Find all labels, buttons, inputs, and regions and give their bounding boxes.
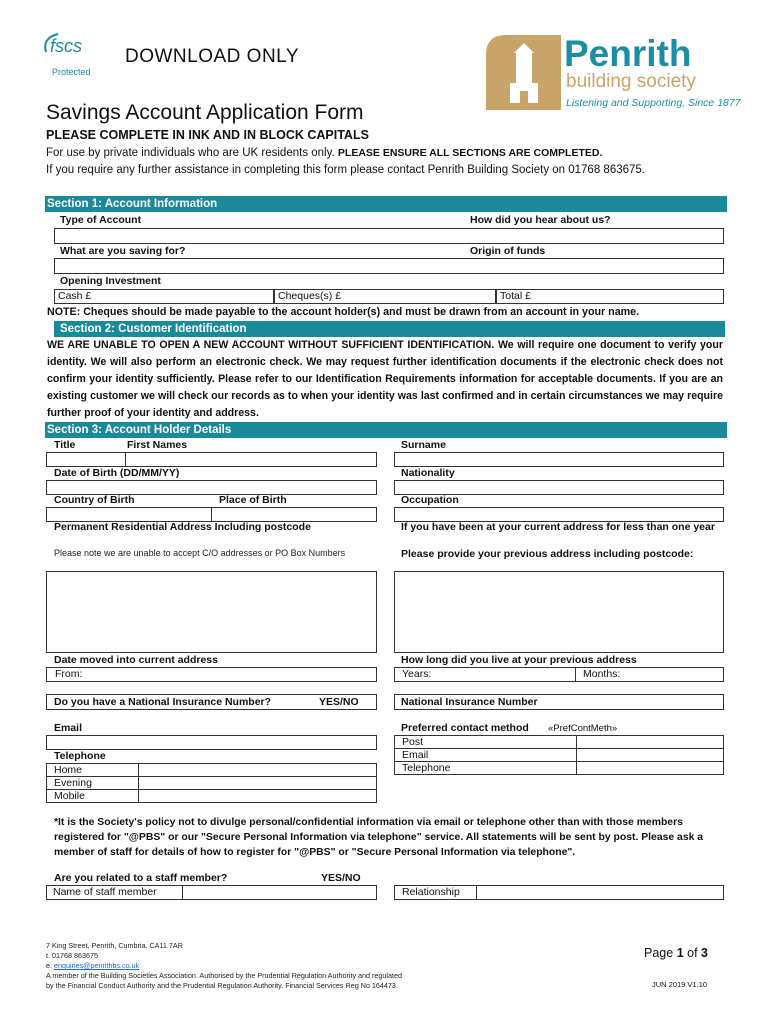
society-subname: building society bbox=[566, 71, 696, 92]
intro-complete-text: PLEASE ENSURE ALL SECTIONS ARE COMPLETED. bbox=[337, 147, 603, 159]
surname-field[interactable] bbox=[394, 452, 724, 467]
telephone-label: Telephone bbox=[54, 750, 106, 762]
email-field[interactable] bbox=[46, 735, 377, 750]
evening-phone-field[interactable] bbox=[138, 776, 377, 790]
related-yes-no[interactable]: YES/NO bbox=[321, 872, 361, 884]
ink-notice: PLEASE COMPLETE IN INK AND IN BLOCK CAPITALS bbox=[46, 128, 369, 142]
address-note: Please note we are unable to accept C/O addresses or PO Box Numbers bbox=[54, 548, 346, 558]
place-birth-label: Place of Birth bbox=[219, 494, 287, 506]
footer-email-prefix: e. bbox=[46, 961, 52, 970]
form-title: Savings Account Application Form bbox=[46, 101, 364, 124]
home-phone-field[interactable] bbox=[138, 763, 377, 777]
cheques-note: NOTE: Cheques should be made payable to the account holder(s) and must be drawn from an account in your name. bbox=[47, 306, 640, 318]
dob-label: Date of Birth (DD/MM/YY) bbox=[54, 467, 180, 479]
address-label: Permanent Residential Address Including postcode bbox=[54, 521, 311, 533]
title-label: Title bbox=[54, 439, 76, 451]
footer-legal-2: by the Financial Conduct Authority and the Prudential Regulation Authority. Financial Services Reg No 164473. bbox=[46, 981, 398, 990]
society-name: Penrith bbox=[564, 33, 692, 74]
fscs-logo bbox=[40, 28, 100, 83]
occupation-label: Occupation bbox=[401, 494, 459, 506]
first-names-field[interactable] bbox=[125, 452, 377, 467]
dob-field[interactable] bbox=[46, 480, 377, 495]
total-field[interactable]: Total £ bbox=[496, 289, 724, 304]
prev-address-field[interactable] bbox=[394, 571, 724, 653]
footer-address: 7 King Street, Penrith, Cumbria. CA11 7AR bbox=[46, 941, 183, 950]
how-long-label: How long did you live at your previous address bbox=[401, 654, 637, 666]
cheques-field[interactable]: Cheques(s) £ bbox=[274, 289, 496, 304]
years-field[interactable]: Years: bbox=[394, 667, 576, 682]
home-label: Home bbox=[46, 763, 139, 777]
society-logo bbox=[486, 33, 741, 115]
policy-note: *It is the Society's policy not to divulge personal/confidential information via email or telephone other than with those members registered for "@PBS" or our "Secure Personal Information via telephone" service. All statements will be sent by post. Please ask a member of staff for details of how to register for "@PBS" or "Secure Personal Information via telephone". bbox=[54, 817, 704, 858]
ni-question: Do you have a National Insurance Number? bbox=[54, 696, 272, 708]
mobile-label: Mobile bbox=[46, 789, 139, 803]
version-label: JUN 2019 V1.10 bbox=[652, 980, 708, 989]
title-field[interactable] bbox=[46, 452, 126, 467]
staff-name-field[interactable] bbox=[182, 885, 377, 900]
saving-for-label: What are you saving for? bbox=[60, 245, 186, 257]
identification-text: WE ARE UNABLE TO OPEN A NEW ACCOUNT WITHOUT SUFFICIENT IDENTIFICATION. We will require one document to verify your identity. We will also perform an electronic check. We may request further identification documents if the electronic check does not confirm your identity sufficiently. Please refer to our Identification Requirements information for acceptable documents. If you are an existing customer we will check our records as to when your identity was last confirmed and in certain circumstances we may require further proof of your identity and address. bbox=[47, 339, 723, 419]
ni-yes-no[interactable]: YES/NO bbox=[319, 696, 359, 708]
svg-text:fscs: fscs bbox=[50, 36, 83, 56]
prev-address-label-1: If you have been at your current address for less than one year bbox=[401, 521, 715, 533]
opening-investment-label: Opening Investment bbox=[60, 275, 161, 287]
country-birth-label: Country of Birth bbox=[54, 494, 135, 506]
ni-number-label: National Insurance Number bbox=[401, 696, 538, 708]
section2-heading: Section 2: Customer Identification bbox=[54, 321, 725, 337]
place-birth-field[interactable] bbox=[211, 507, 377, 522]
contact-post-option[interactable]: Post bbox=[394, 735, 577, 749]
months-field[interactable]: Months: bbox=[575, 667, 724, 682]
footer-legal-1: A member of the Building Societies Association. Authorised by the Prudential Regulation Authority and regulated bbox=[46, 971, 402, 980]
download-only: DOWNLOAD ONLY bbox=[125, 46, 300, 67]
relationship-field[interactable] bbox=[476, 885, 724, 900]
prev-address-label-2: Please provide your previous address including postcode: bbox=[401, 548, 694, 560]
origin-funds-label: Origin of funds bbox=[470, 245, 546, 257]
mobile-phone-field[interactable] bbox=[138, 789, 377, 803]
country-birth-field[interactable] bbox=[46, 507, 212, 522]
from-field[interactable]: From: bbox=[46, 667, 377, 682]
saving-for-field[interactable] bbox=[54, 258, 724, 274]
evening-label: Evening bbox=[46, 776, 139, 790]
nationality-label: Nationality bbox=[401, 467, 455, 479]
contact-post-checkbox[interactable] bbox=[576, 735, 724, 749]
contact-phone-checkbox[interactable] bbox=[576, 761, 724, 775]
first-names-label: First Names bbox=[127, 439, 188, 451]
contact-phone-option[interactable]: Telephone bbox=[394, 761, 577, 775]
surname-label: Surname bbox=[401, 439, 446, 451]
contact-email-option[interactable]: Email bbox=[394, 748, 577, 762]
building-emblem-icon bbox=[486, 35, 561, 110]
nationality-field[interactable] bbox=[394, 480, 724, 495]
footer-email-link[interactable]: enquiries@penrithbs.co.uk bbox=[54, 961, 140, 970]
related-staff-question: Are you related to a staff member? bbox=[54, 872, 228, 884]
occupation-field[interactable] bbox=[394, 507, 724, 522]
footer bbox=[46, 941, 402, 991]
relationship-label: Relationship bbox=[394, 885, 477, 900]
footer-telephone: t. 01768 863675 bbox=[46, 951, 98, 960]
how-heard-label: How did you hear about us? bbox=[470, 214, 611, 226]
section1-heading: Section 1: Account Information bbox=[45, 196, 727, 212]
preferred-contact-placeholder: «PrefContMeth» bbox=[548, 723, 618, 734]
intro-private-text: For use by private individuals who are UK residents only. bbox=[46, 147, 335, 159]
page-number: Page 1 of 3 bbox=[644, 946, 708, 960]
staff-name-label: Name of staff member bbox=[46, 885, 183, 900]
email-label: Email bbox=[54, 722, 83, 734]
intro-contact-text: If you require any further assistance in completing this form please contact Penrith Building Society on 01768 863675. bbox=[46, 164, 645, 176]
address-field[interactable] bbox=[46, 571, 377, 653]
tagline: Listening and Supporting, Since 1877 bbox=[566, 97, 741, 109]
fscs-protected: Protected bbox=[52, 67, 91, 77]
section3-heading: Section 3: Account Holder Details bbox=[45, 422, 727, 438]
contact-email-checkbox[interactable] bbox=[576, 748, 724, 762]
type-of-account-label: Type of Account bbox=[60, 214, 142, 226]
cash-field[interactable]: Cash £ bbox=[54, 289, 274, 304]
date-moved-label: Date moved into current address bbox=[54, 654, 218, 666]
type-of-account-field[interactable] bbox=[54, 228, 724, 244]
preferred-contact-label: Preferred contact method bbox=[401, 722, 529, 734]
